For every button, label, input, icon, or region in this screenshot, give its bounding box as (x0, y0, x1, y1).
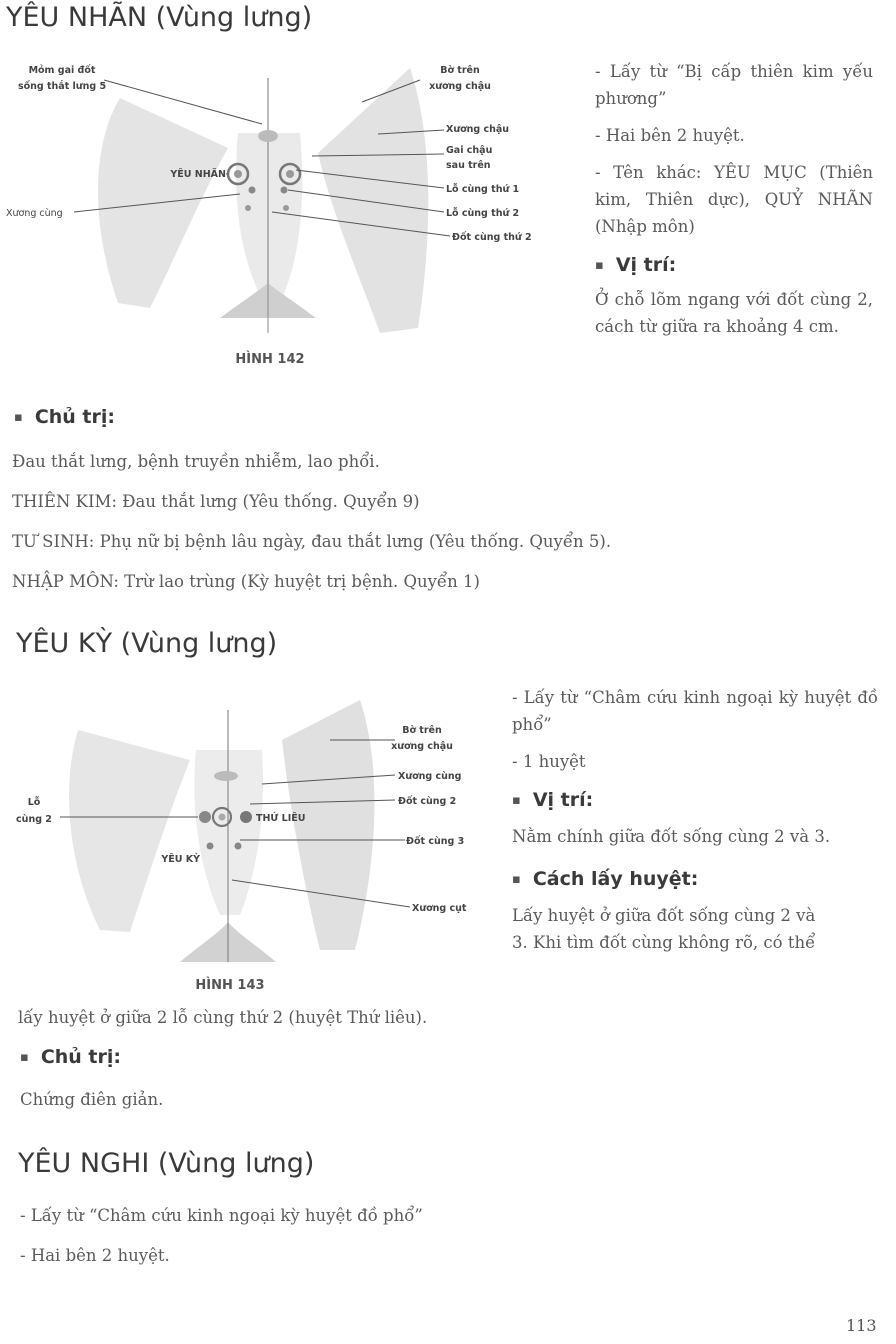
yeu-ky-point (240, 811, 252, 823)
label-dot-cung-2: Đốt cùng 2 (398, 796, 457, 807)
yeu-ky-cach-lay-line-3: lấy huyệt ở giữa 2 lỗ cùng thứ 2 (huyệt Thứ liêu). (18, 1008, 428, 1027)
label-bo-tren-1: Bờ trên (440, 65, 480, 76)
yeu-nghi-count: - Hai bên 2 huyệt. (20, 1246, 170, 1265)
yeu-ky-cach-lay-line-2: 3. Khi tìm đốt cùng không rõ, có thể (512, 933, 816, 952)
yeu-nhan-source: - Lấy từ “Bị cấp thiên kim yếu phương” (595, 62, 873, 108)
yeu-nhan-chu-tri-heading (14, 406, 115, 428)
yeu-nhan-alt-names: - Tên khác: YÊU MỤC (Thiên kim, Thiên dực), QUỶ NHÃN (Nhập môn) (595, 163, 873, 236)
label-gai-chau-1: Gai chậu (446, 145, 493, 156)
label-lo-1: Lỗ (27, 797, 41, 808)
label-dot-cung-3: Đốt cùng 3 (406, 836, 465, 847)
label-mom-gai-2: sống thắt lưng 5 (17, 81, 107, 92)
label-dot-cung-2: Đốt cùng thứ 2 (452, 232, 532, 243)
figure-143 (0, 700, 510, 1000)
label-lo-cung-1: Lỗ cùng thứ 1 (446, 184, 520, 195)
section-title-yeu-nghi: YÊU NGHI (Vùng lưng) (18, 1148, 315, 1179)
figure-142-caption: HÌNH 142 (235, 352, 305, 367)
label-gai-chau-2: sau trên (446, 160, 491, 171)
yeu-nhan-count: - Hai bên 2 huyệt. (595, 126, 745, 145)
bullet-icon: ▪ (512, 872, 521, 887)
label-yeu-nhan: YÊU NHÃN (170, 169, 226, 180)
label-xuong-cung: Xương cùng (398, 771, 462, 782)
chu-tri-line: NHẬP MÔN: Trừ lao trùng (Kỳ huyệt trị bệnh. Quyển 1) (12, 572, 480, 591)
label-mom-gai-1: Mỏm gai đốt (28, 65, 96, 76)
yeu-ky-intro (512, 684, 878, 956)
right-ilium-shape (318, 68, 428, 333)
label-yeu-ky: YÊU KỲ (161, 854, 200, 865)
section-title-yeu-nhan: YÊU NHÃN (Vùng lưng) (6, 2, 313, 33)
section-title-yeu-ky: YÊU KỲ (Vùng lưng) (16, 628, 278, 659)
label-xuong-cung: Xương cùng (6, 208, 63, 219)
label-lo-cung-2: Lỗ cùng thứ 2 (446, 208, 520, 219)
yeu-ky-cach-lay-heading (512, 868, 878, 890)
figure-143-caption: HÌNH 143 (195, 978, 265, 993)
chu-tri-label: Chủ trị: (40, 1046, 121, 1068)
figure-142 (0, 58, 560, 378)
chu-tri-line: TƯ SINH: Phụ nữ bị bệnh lâu ngày, đau thắt lưng (Yêu thống. Quyển 5). (12, 532, 612, 551)
chu-tri-line: Đau thắt lưng, bệnh truyền nhiễm, lao phổi. (12, 452, 380, 471)
yeu-nhan-vi-tri-text: Ở chỗ lõm ngang với đốt cùng 2, cách từ giữa ra khoảng 4 cm. (595, 290, 873, 336)
yeu-nhan-chu-tri-list (12, 448, 872, 595)
page-number: 113 (846, 1316, 877, 1335)
label-bo-tren-2: xương chậu (429, 81, 491, 92)
yeu-ky-chu-tri-text: Chứng điên giản. (20, 1090, 164, 1109)
cach-lay-label: Cách lấy huyệt: (532, 868, 699, 890)
label-lo-2: cùng 2 (16, 814, 52, 825)
vi-tri-label: Vị trí: (532, 789, 594, 811)
yeu-ky-count: - 1 huyệt (512, 752, 586, 771)
yeu-ky-chu-tri-heading (20, 1046, 121, 1068)
yeu-ky-vi-tri-heading (512, 789, 878, 811)
label-thu-lieu: THỨ LIÊU (256, 813, 306, 824)
figure-142-illustration (0, 58, 560, 358)
label-xuong-chau: Xương chậu (446, 124, 510, 135)
label-bo-tren-1: Bờ trên (402, 725, 442, 736)
yeu-ky-vi-tri-text: Nằm chính giữa đốt sống cùng 2 và 3. (512, 827, 831, 846)
yeu-ky-source: - Lấy từ “Châm cứu kinh ngoại kỳ huyệt đồ phổ” (512, 688, 878, 734)
label-xuong-cut: Xương cụt (412, 903, 467, 914)
chu-tri-line: THIÊN KIM: Đau thắt lưng (Yêu thống. Quyển 9) (12, 492, 420, 511)
right-ilium-shape (282, 700, 374, 950)
yeu-ky-cach-lay-line-1: Lấy huyệt ở giữa đốt sống cùng 2 và (512, 906, 816, 925)
yeu-nhan-intro (595, 58, 873, 340)
left-ilium-shape (98, 98, 228, 308)
sacrum-shape (236, 133, 302, 298)
bullet-icon: ▪ (20, 1050, 29, 1065)
bullet-icon: ▪ (14, 410, 23, 425)
bullet-icon: ▪ (595, 258, 604, 273)
bullet-icon: ▪ (512, 793, 521, 808)
figure-143-illustration (0, 700, 510, 970)
label-bo-tren-2: xương chậu (391, 741, 453, 752)
yeu-nhan-vi-tri-heading (595, 254, 873, 276)
vi-tri-label: Vị trí: (615, 254, 677, 276)
left-ilium-shape (69, 730, 190, 932)
yeu-nghi-source: - Lấy từ “Châm cứu kinh ngoại kỳ huyệt đồ phổ” (20, 1206, 423, 1225)
chu-tri-label: Chủ trị: (34, 406, 115, 428)
